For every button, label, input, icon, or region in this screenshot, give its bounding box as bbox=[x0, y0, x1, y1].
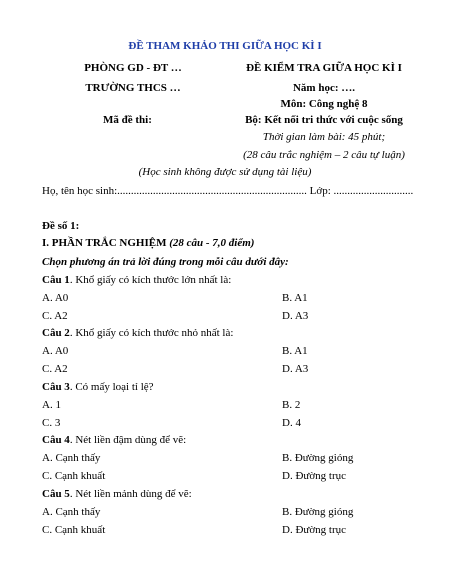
textbook-series: Bộ: Kết nối tri thức với cuộc sống bbox=[245, 114, 403, 126]
q2-option-b: B. A1 bbox=[282, 345, 308, 357]
question-number: Câu 4 bbox=[42, 434, 70, 446]
question-number: Câu 5 bbox=[42, 488, 70, 500]
exam-code-label: Mã đề thi: bbox=[103, 114, 152, 126]
section-instruction: Chọn phương án trả lời đúng trong mỗi câu dưới đây: bbox=[42, 256, 289, 268]
q1-option-d: D. A3 bbox=[282, 310, 309, 322]
q5-option-c: C. Cạnh khuất bbox=[42, 524, 106, 536]
question-3 bbox=[42, 381, 154, 393]
document-title: ĐỀ THAM KHẢO THI GIỮA HỌC KÌ I bbox=[128, 40, 322, 52]
exam-note: (Học sinh không được sử dụng tài liệu) bbox=[138, 166, 312, 178]
q3-option-a: A. 1 bbox=[42, 399, 61, 411]
q4-option-c: C. Cạnh khuất bbox=[42, 470, 106, 482]
exam-name: ĐỀ KIỂM TRA GIỮA HỌC KÌ I bbox=[246, 62, 402, 74]
question-1 bbox=[42, 274, 231, 286]
q5-option-d: D. Đường trục bbox=[282, 524, 347, 536]
question-number: Câu 2 bbox=[42, 327, 70, 339]
subject: Môn: Công nghệ 8 bbox=[280, 98, 368, 110]
question-number: Câu 1 bbox=[42, 274, 70, 286]
q2-option-c: C. A2 bbox=[42, 363, 68, 375]
q3-option-b: B. 2 bbox=[282, 399, 301, 411]
q4-option-d: D. Đường trục bbox=[282, 470, 347, 482]
section-title: I. PHẦN TRẮC NGHIỆM bbox=[42, 237, 167, 249]
question-4 bbox=[42, 434, 186, 446]
question-text: . Nét liền mảnh dùng để vẽ: bbox=[69, 488, 192, 500]
q4-option-a: A. Cạnh thấy bbox=[42, 452, 101, 464]
q2-option-d: D. A3 bbox=[282, 363, 309, 375]
q2-option-a: A. A0 bbox=[42, 345, 69, 357]
section-points: (28 câu - 7,0 điểm) bbox=[169, 237, 255, 249]
question-2 bbox=[42, 327, 233, 339]
exam-number: Đề số 1: bbox=[42, 220, 80, 232]
q3-option-d: D. 4 bbox=[282, 417, 301, 429]
q1-option-a: A. A0 bbox=[42, 292, 69, 304]
department-name: PHÒNG GD - ĐT … bbox=[84, 62, 182, 74]
question-5 bbox=[42, 488, 192, 500]
q1-option-b: B. A1 bbox=[282, 292, 308, 304]
exam-structure: (28 câu trắc nghiệm – 2 câu tự luận) bbox=[243, 149, 405, 161]
q5-option-a: A. Cạnh thấy bbox=[42, 506, 101, 518]
question-text: . Nét liền đậm dùng để vẽ: bbox=[69, 434, 187, 446]
section-heading bbox=[42, 237, 254, 249]
question-text: . Có mấy loại tỉ lệ? bbox=[69, 381, 154, 393]
q1-option-c: C. A2 bbox=[42, 310, 68, 322]
student-info-line: Họ, tên học sinh:..................................................................... Lớp: ............................. bbox=[42, 185, 414, 197]
q5-option-b: B. Đường gióng bbox=[282, 506, 354, 518]
school-year: Năm học: …. bbox=[292, 82, 356, 94]
q3-option-c: C. 3 bbox=[42, 417, 61, 429]
question-text: . Khổ giấy có kích thước lớn nhất là: bbox=[69, 274, 232, 286]
school-name: TRƯỜNG THCS … bbox=[85, 82, 181, 94]
exam-duration: Thời gian làm bài: 45 phút; bbox=[262, 131, 386, 143]
q4-option-b: B. Đường gióng bbox=[282, 452, 354, 464]
question-number: Câu 3 bbox=[42, 381, 70, 393]
question-text: . Khổ giấy có kích thước nhỏ nhất là: bbox=[69, 327, 234, 339]
